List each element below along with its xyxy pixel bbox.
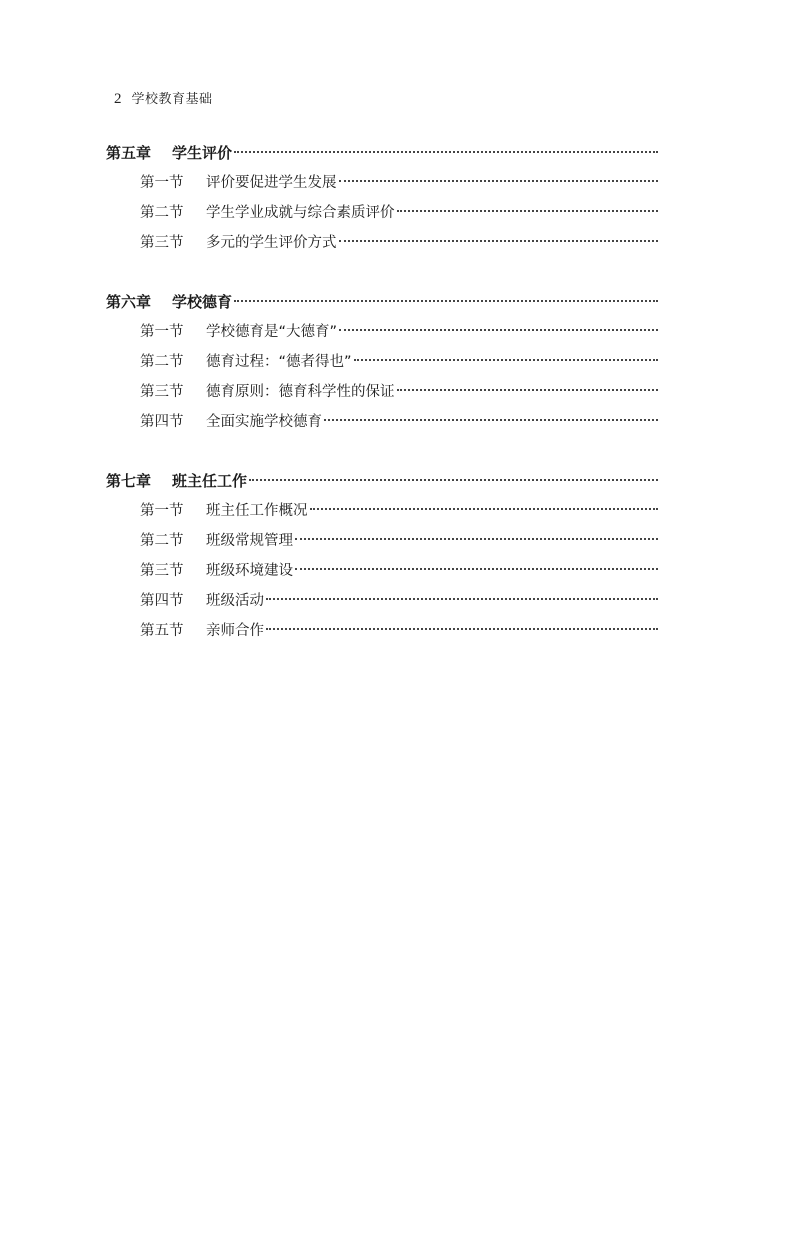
- section-entry-title: 班级常规管理: [206, 533, 293, 549]
- chapter-entry-title: 班主任工作: [172, 472, 248, 490]
- section-entry-title: 多元的学生评价方式: [206, 235, 337, 251]
- book-title: 学校教育基础: [131, 92, 213, 107]
- page-number: 2: [114, 91, 122, 107]
- running-header: [114, 88, 213, 108]
- chapter-entry-title: 学校德育: [172, 293, 233, 311]
- section-entry-title: 班主任工作概况: [206, 503, 308, 519]
- section-entry-label: 第四节: [140, 414, 184, 430]
- section-entry-label: 第五节: [140, 623, 184, 639]
- section-entry-title: 德育过程：“德者得也”: [206, 354, 352, 370]
- chapter-entry-label: 第五章: [106, 144, 152, 162]
- section-entry-label: 第二节: [140, 205, 184, 221]
- chapter-entry-label: 第七章: [106, 472, 152, 490]
- section-entry-label: 第三节: [140, 563, 184, 579]
- table-of-contents: [106, 138, 664, 675]
- section-entry-page-number: [106, 138, 800, 1258]
- section-entry-label: 第一节: [140, 175, 184, 191]
- chapter-entry-label: 第六章: [106, 293, 152, 311]
- section-entry-title: 德育原则：德育科学性的保证: [206, 384, 395, 400]
- section-entry-label: 第三节: [140, 235, 184, 251]
- section-entry-title: 全面实施学校德育: [206, 414, 322, 430]
- section-entry-title: 班级活动: [206, 593, 264, 609]
- section-entry-label: 第一节: [140, 503, 184, 519]
- section-entry-label: 第二节: [140, 354, 184, 370]
- section-entry-label: 第一节: [140, 324, 184, 340]
- section-entry-label: 第四节: [140, 593, 184, 609]
- section-entry-title: 学生学业成就与综合素质评价: [206, 205, 395, 221]
- section-entry-title: 评价要促进学生发展: [206, 175, 337, 191]
- section-entry-label: 第二节: [140, 533, 184, 549]
- section-entry[interactable]: [106, 616, 664, 646]
- section-entry-label: 第三节: [140, 384, 184, 400]
- section-entry-title: 班级环境建设: [206, 563, 293, 579]
- chapter-block: [106, 466, 664, 646]
- section-entry-title: 学校德育是“大德育”: [206, 324, 338, 340]
- section-entry-title: 亲师合作: [206, 623, 264, 639]
- chapter-entry-title: 学生评价: [172, 144, 233, 162]
